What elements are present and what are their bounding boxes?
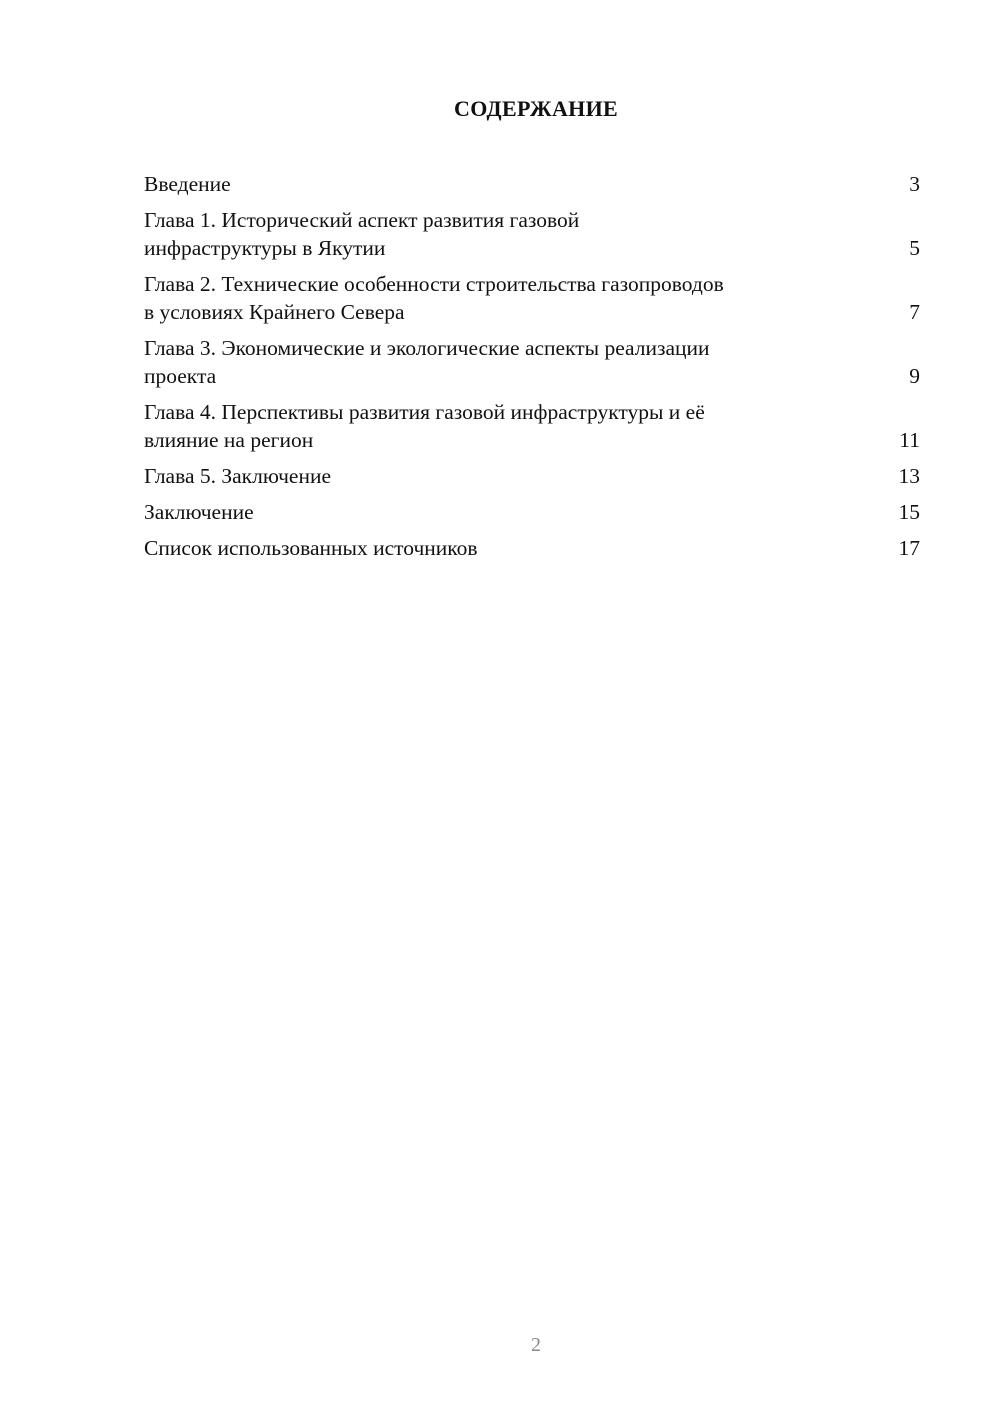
toc-entry-page: 5	[909, 236, 920, 260]
toc-entry-line: Список использованных источников	[144, 536, 478, 560]
toc-entry-line: влияние на регион	[144, 428, 314, 452]
toc-entry-line: Заключение	[144, 500, 254, 524]
toc-entry-line: Глава 2. Технические особенности строительства газопроводов	[144, 272, 724, 296]
toc-entry-line: Глава 4. Перспективы развития газовой инфраструктуры и её	[144, 400, 705, 424]
toc-entry-introduction	[144, 170, 920, 198]
toc-entry-chapter-1	[144, 206, 920, 262]
toc-entry-references	[144, 534, 920, 562]
toc-entry-line: Глава 1. Исторический аспект развития газовой	[144, 208, 580, 232]
toc-entry-text	[144, 334, 710, 390]
page-number: 2	[531, 1334, 541, 1356]
toc-entry-page: 9	[909, 364, 920, 388]
toc-entry-line: проекта	[144, 364, 217, 388]
toc-title: СОДЕРЖАНИЕ	[454, 96, 618, 121]
toc-entry-text	[144, 398, 705, 454]
toc-entry-page: 3	[909, 172, 920, 196]
toc-entry-page: 17	[898, 536, 920, 560]
toc-entry-line: Глава 3. Экономические и экологические аспекты реализации	[144, 336, 710, 360]
table-of-contents	[144, 170, 920, 570]
toc-entry-chapter-4	[144, 398, 920, 454]
toc-entry-line: инфраструктуры в Якутии	[144, 236, 386, 260]
toc-entry-page: 7	[909, 300, 920, 324]
toc-entry-page: 13	[898, 464, 920, 488]
toc-entry-page: 15	[898, 500, 920, 524]
toc-entry-chapter-5	[144, 462, 920, 490]
toc-entry-text	[144, 498, 254, 526]
toc-entry-text	[144, 270, 724, 326]
toc-entry-line: в условиях Крайнего Севера	[144, 300, 405, 324]
toc-entry-chapter-2	[144, 270, 920, 326]
toc-entry-chapter-3	[144, 334, 920, 390]
toc-entry-text	[144, 206, 579, 262]
toc-entry-text	[144, 534, 478, 562]
toc-entry-conclusion	[144, 498, 920, 526]
toc-entry-text	[144, 462, 331, 490]
toc-entry-line: Введение	[144, 172, 231, 196]
toc-entry-line: Глава 5. Заключение	[144, 464, 332, 488]
toc-entry-text	[144, 170, 231, 198]
toc-entry-page: 11	[899, 428, 920, 452]
